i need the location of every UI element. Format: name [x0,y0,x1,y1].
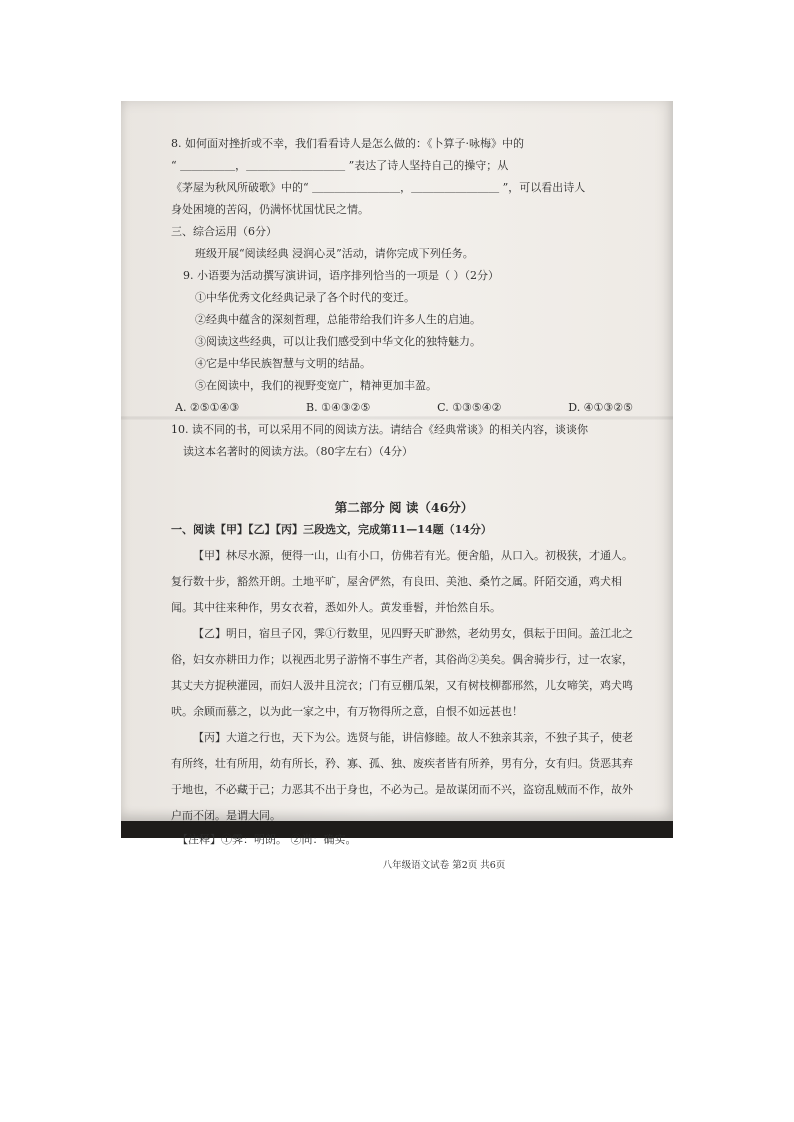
q8-line-1: 8. 如何面对挫折或不幸，我们看看诗人是怎么做的：《卜算子·咏梅》中的 [171,137,524,150]
q9-sentence-3: ③阅读这些经典，可以让我们感受到中华文化的独特魅力。 [195,335,481,348]
q9-options [171,397,637,419]
q9-sentence-2: ②经典中蕴含的深刻哲理，总能带给我们许多人生的启迪。 [195,313,481,326]
passage-yi: 【乙】明日，宿旦子冈，霁①行数里，见四野天旷渺然，老幼男女，俱耘于田间。盖江北之俗，妇女亦耕田力作；以视西北男子游惰不事生产者，其俗尚②美矣。偶舍骑步行，过一农家，其丈夫方捉秧灌园，而妇人汲井且浣衣；门有豆棚瓜架，又有树枝柳都邢然，儿女啼笑，鸡犬鸣吠。余顾而慕之，以为此一家之中，有万物得所之意，自恨不如远甚也！ [171,627,633,718]
exam-paper [121,101,673,871]
section-3-title: 三、综合运用（6分） [171,225,277,238]
q9-sentence-1: ①中华优秀文化经典记录了各个时代的变迁。 [195,291,415,304]
part-2-title: 第二部分 阅 读（46分） [334,500,474,515]
reading-section-title: 一、阅读【甲】【乙】【丙】三段选文，完成第11—14题（14分） [171,523,492,536]
page-footer: 八年级语文试卷 第2页 共6页 [382,860,506,871]
exam-content [171,133,637,877]
annotation-note: 【注释】①霁：明朗。 ②尚：确实。 [177,833,357,846]
option-a: A. ②⑤①④③ [175,401,240,414]
photo-frame [121,101,673,871]
option-d: D. ④①③②⑤ [568,401,633,414]
passage-jia: 【甲】林尽水源，便得一山，山有小口，仿佛若有光。便舍船，从口入。初极狭，才通人。复行数十步，豁然开朗。土地平旷，屋舍俨然，有良田、美池、桑竹之属。阡陌交通，鸡犬相闻。其中往来种作，男女衣着，悉如外人。黄发垂髫，并怡然自乐。 [171,549,633,614]
q10-line-1: 10. 读不同的书，可以采用不同的阅读方法。请结合《经典常谈》的相关内容，谈谈你 [171,423,588,436]
passage-bing: 【丙】大道之行也，天下为公。选贤与能，讲信修睦。故人不独亲其亲，不独子其子，使老有所终，壮有所用，幼有所长，矜、寡、孤、独、废疾者皆有所养，男有分，女有归。货恶其弃于地也，不必藏于己；力恶其不出于身也，不必为己。是故谋闭而不兴，盗窃乱贼而不作，故外户而不闭。是谓大同。 [171,731,633,822]
section-3-intro: 班级开展“阅读经典 浸润心灵”活动，请你完成下列任务。 [195,247,474,260]
q9-sentence-5: ⑤在阅读中，我们的视野变宽广，精神更加丰盈。 [195,379,437,392]
q8-line-2: “ ＿＿＿＿＿，＿＿＿＿＿＿＿＿＿ ”表达了诗人坚持自己的操守；从 [171,159,509,172]
q10-line-2: 读这本名著时的阅读方法。（80字左右）（4分） [183,445,413,458]
q9-stem: 9. 小语要为活动撰写演讲词，语序排列恰当的一项是（ ）（2分） [183,269,499,282]
q8-line-4: 身处困境的苦闷，仍满怀忧国忧民之情。 [171,203,369,216]
option-b: B. ①④③②⑤ [306,401,371,414]
option-c: C. ①③⑤④② [437,401,502,414]
q8-line-3: 《茅屋为秋风所破歌》中的“ ＿＿＿＿＿＿＿＿，＿＿＿＿＿＿＿＿ ”，可以看出诗人 [171,181,586,194]
reading-passages [171,543,637,829]
q9-sentence-4: ④它是中华民族智慧与文明的结晶。 [195,357,371,370]
